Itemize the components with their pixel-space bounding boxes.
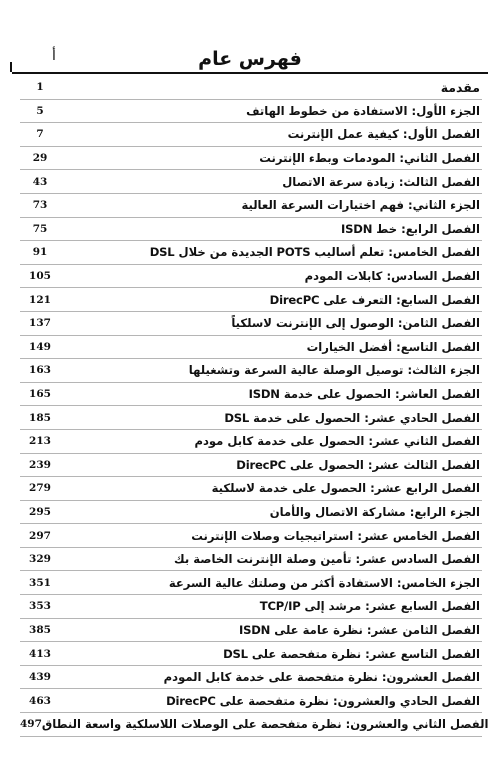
page-letter: أ [52,48,56,64]
toc-page-number: 149 [29,340,51,353]
toc-entry [20,454,482,478]
toc-entry-title: الفصل التاسع: أفضل الخيارات [306,339,480,354]
toc-entry [20,477,482,501]
toc-page-number: 353 [29,600,51,613]
toc-entry-title: الفصل العشرون: نظرة متفحصة على خدمة كابل المودم [163,670,480,685]
toc-page-number: 497 [20,718,42,731]
toc-page-number: 5 [36,104,44,117]
toc-page-number: 279 [29,482,51,495]
toc-entry-title: الفصل الثامن عشر: نظرة عامة على ISDN [238,622,480,637]
toc-entry [20,265,482,289]
toc-entry [20,123,482,147]
toc-entry [20,336,482,360]
toc-entry [20,383,482,407]
toc-entry [20,501,482,525]
toc-page-number: 73 [32,199,48,212]
toc-entry [20,76,482,100]
toc-page-number: 297 [29,529,51,542]
toc-entry-title: الجزء الخامس: الاستفادة أكثر من وصلتك عالية السرعة [168,575,480,590]
toc-page-number: 463 [29,694,51,707]
page-header [12,48,488,74]
toc-entry-title: الفصل العاشر: الحصول على خدمة ISDN [248,387,480,402]
toc-page-number: 239 [29,458,51,471]
toc-entry [20,548,482,572]
toc-entry-title: الفصل الأول: كيفية عمل الإنترنت [287,127,480,142]
toc-page-number: 29 [32,152,48,165]
toc-page-number: 91 [32,246,48,259]
toc-entry [20,194,482,218]
toc-page-number: 43 [32,175,48,188]
toc-page-number: 75 [32,222,48,235]
toc-entry-title: الجزء الرابع: مشاركة الاتصال والأمان [269,504,480,519]
toc-page-number: 351 [29,576,51,589]
toc-entry-title: الفصل الثالث عشر: الحصول على DirecPC [236,457,480,472]
toc-entry [20,571,482,595]
toc-entry-title: الفصل السادس عشر: تأمين وصلة الإنترنت الخاصة بك [174,552,480,567]
toc-page-number: 7 [36,128,44,141]
toc-entry-title: الفصل الرابع عشر: الحصول على خدمة لاسلكية [211,481,480,496]
toc-page-number: 329 [29,553,51,566]
toc-entry-title: الفصل الثاني والعشرون: نظرة متفحصة على الوصلات اللاسلكية واسعة النطاق [41,717,489,732]
toc-entry-title: مقدمة [440,79,480,95]
toc-entry [20,218,482,242]
toc-entry [20,312,482,336]
toc-entry [20,619,482,643]
toc-entry [20,430,482,454]
toc-entry [20,642,482,666]
toc-entry-title: الفصل التاسع عشر: نظرة متفحصة على DSL [223,646,480,661]
toc-entry [20,288,482,312]
toc-entry [20,359,482,383]
toc-entry-title: الجزء الأول: الاستفادة من خطوط الهاتف [246,103,480,118]
toc-entry [20,524,482,548]
toc-page-number: 163 [29,364,51,377]
toc-entry [20,241,482,265]
toc-entry-title: الجزء الثاني: فهم اختيارات السرعة العالية [241,198,480,213]
toc-entry-title: الفصل السادس: كابلات المودم [304,269,480,284]
toc-entry-title: الجزء الثالث: توصيل الوصلة عالية السرعة وتشغيلها [188,363,480,378]
toc-entry-title: الفصل الرابع: خط ISDN [341,221,480,236]
toc-page-number: 105 [29,270,51,283]
toc-entry-title: الفصل السابع: التعرف على DirecPC [269,292,480,307]
table-of-contents [20,76,489,737]
toc-entry [20,147,482,171]
toc-entry-title: الفصل الحادي والعشرون: نظرة متفحصة على DirecPC [166,693,480,708]
toc-page-number: 413 [29,647,51,660]
toc-entry [20,666,482,690]
page-title: فهرس عام [198,48,302,70]
toc-entry-title: الفصل الثاني عشر: الحصول على خدمة كابل مودم [194,434,480,449]
toc-entry [20,100,482,124]
toc-entry [20,170,482,194]
toc-entry-title: الفصل الحادي عشر: الحصول على خدمة DSL [224,410,480,425]
toc-entry [20,713,489,737]
toc-entry-title: الفصل الثالث: زيادة سرعة الاتصال [282,174,480,189]
toc-entry-title: الفصل الخامس: تعلم أساليب POTS الجديدة من خلال DSL [149,245,480,260]
toc-page-number: 439 [29,671,51,684]
toc-page-number: 185 [29,411,51,424]
toc-entry-title: الفصل الثاني: المودمات وبطء الإنترنت [259,151,480,166]
toc-entry-title: الفصل السابع عشر: مرشد إلى TCP/IP [259,599,480,614]
toc-page-number: 1 [36,81,44,94]
toc-entry-title: الفصل الخامس عشر: استراتيجيات وصلات الإنترنت [191,528,480,543]
toc-page-number: 137 [29,317,51,330]
toc-entry [20,689,482,713]
toc-page-number: 385 [29,623,51,636]
toc-page-number: 295 [29,505,51,518]
toc-page-number: 213 [29,435,51,448]
toc-page-number: 121 [29,293,51,306]
toc-entry [20,406,482,430]
toc-entry-title: الفصل الثامن: الوصول إلى الإنترنت لاسلكياً [231,316,480,331]
toc-entry [20,595,482,619]
toc-page-number: 165 [29,388,51,401]
